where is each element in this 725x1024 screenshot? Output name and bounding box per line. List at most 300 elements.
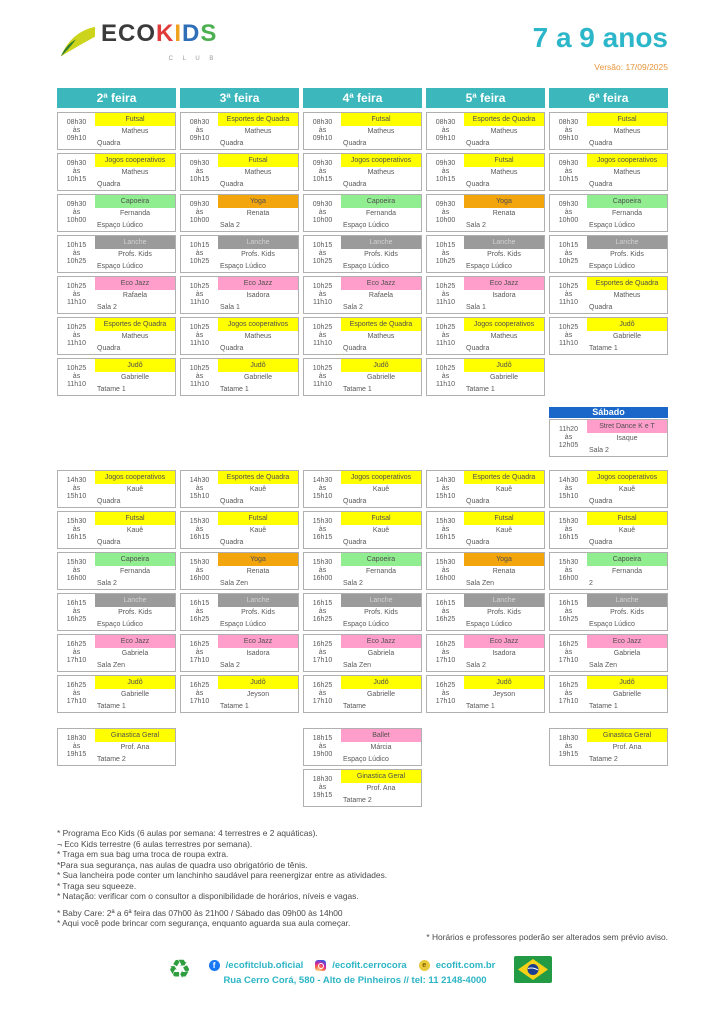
class-card [549, 470, 668, 508]
teacher-name: Prof. Ana [366, 785, 396, 792]
room-name: Quadra [466, 498, 490, 505]
time-range: 15h30 às 16h15 [312, 518, 333, 541]
teacher-name: Gabriela [613, 650, 641, 657]
activity-name: Futsal [218, 154, 298, 167]
class-card [426, 112, 545, 150]
activity-name: Esportes de Quadra [218, 113, 298, 126]
room-name: Tatame [343, 703, 366, 710]
teacher-name: Matheus [613, 292, 641, 299]
teacher-name: Jeyson [492, 691, 516, 698]
time-range: 08h30 às 09h10 [66, 119, 87, 142]
activity-name: Judô [587, 676, 667, 689]
logo-k: K [156, 20, 175, 47]
room-name: Tatame 1 [589, 345, 618, 352]
class-card [303, 194, 422, 232]
activity-name: Esportes de Quadra [218, 471, 298, 484]
time-range: 10h15 às 10h25 [312, 242, 333, 265]
teacher-name: Prof. Ana [612, 744, 642, 751]
class-card [426, 552, 545, 590]
room-name: Tatame 1 [97, 386, 126, 393]
activity-name: Lanche [464, 594, 544, 607]
class-card [57, 235, 176, 273]
evening-block [57, 728, 668, 807]
teacher-name: Renata [492, 568, 516, 575]
class-card [303, 358, 422, 396]
teacher-name: Profs. Kids [364, 609, 398, 616]
brazil-flag-icon [514, 956, 552, 983]
teacher-name: Rafaela [368, 292, 394, 299]
room-name: Tatame 1 [589, 703, 618, 710]
room-name: Espaço Lúdico [343, 756, 389, 763]
activity-name: Judô [95, 676, 175, 689]
time-range: 15h30 às 16h15 [189, 518, 210, 541]
time-range: 16h25 às 17h10 [189, 682, 210, 705]
day-header: 5ª feira [426, 88, 545, 108]
class-card [426, 235, 545, 273]
time-range: 08h30 às 09h10 [312, 119, 333, 142]
time-range: 09h30 às 10h15 [558, 160, 579, 183]
room-name: Quadra [97, 345, 121, 352]
class-card [426, 593, 545, 631]
notes-list [57, 828, 387, 902]
class-card [303, 728, 422, 766]
activity-name: Judô [587, 318, 667, 331]
teacher-name: Matheus [367, 333, 395, 340]
note-line: * Aqui você pode brincar com segurança, enquanto aguarda sua aula começar. [57, 918, 351, 928]
time-range: 08h30 às 09h10 [435, 119, 456, 142]
time-range: 14h30 às 15h10 [66, 477, 87, 500]
time-range: 16h25 às 17h10 [435, 682, 456, 705]
disclaimer-note: * Horários e professores poderão ser alterados sem prévio aviso. [426, 932, 668, 942]
time-range: 10h15 às 10h25 [435, 242, 456, 265]
class-card [57, 728, 176, 766]
teacher-name: Márcia [370, 744, 392, 751]
room-name: Quadra [589, 140, 613, 147]
class-card [57, 511, 176, 549]
day-header: 3ª feira [180, 88, 299, 108]
room-name: Quadra [589, 181, 613, 188]
room-name: Sala 2 [343, 580, 363, 587]
teacher-name: Matheus [121, 128, 149, 135]
activity-name: Esportes de Quadra [464, 471, 544, 484]
activity-name: Lanche [464, 236, 544, 249]
teacher-name: Gabrielle [120, 374, 149, 381]
time-range: 09h30 às 10h00 [189, 201, 210, 224]
class-card [426, 675, 545, 713]
morning-block [57, 112, 668, 396]
room-name: Quadra [220, 345, 244, 352]
day-header: 6ª feira [549, 88, 668, 108]
activity-name: Capoeira [587, 195, 667, 208]
class-card [549, 153, 668, 191]
teacher-name: Matheus [121, 169, 149, 176]
class-card [57, 552, 176, 590]
time-range: 09h30 às 10h15 [312, 160, 333, 183]
teacher-name: Matheus [367, 128, 395, 135]
room-name: Sala Zen [343, 662, 372, 669]
time-range: 10h15 às 10h25 [66, 242, 87, 265]
room-name: Quadra [466, 345, 490, 352]
time-range: 16h25 às 17h10 [558, 682, 579, 705]
activity-name: Futsal [341, 113, 421, 126]
room-name: Quadra [589, 539, 613, 546]
time-range: 10h25 às 11h10 [312, 324, 333, 347]
teacher-name: Matheus [121, 333, 149, 340]
activity-name: Jogos cooperativos [341, 471, 421, 484]
class-card [180, 235, 299, 273]
class-card [180, 470, 299, 508]
teacher-name: Gabriela [121, 650, 149, 657]
activity-name: Judô [464, 676, 544, 689]
teacher-name: Isadora [492, 650, 516, 657]
class-card [426, 511, 545, 549]
note-line: * Baby Care: 2ª a 6ª feira das 07h00 às 21h00 / Sábado das 09h00 às 14h00 [57, 907, 343, 918]
address-line: Rua Cerro Corá, 580 - Alto de Pinheiros // tel: 11 2148-4000 [223, 975, 487, 986]
notes-list-secondary [57, 908, 387, 929]
class-card [303, 634, 422, 672]
class-card [549, 276, 668, 314]
teacher-name: Gabrielle [612, 691, 641, 698]
notes-section [57, 828, 387, 929]
activity-name: Eco Jazz [464, 635, 544, 648]
time-range: 10h25 às 11h10 [435, 365, 456, 388]
instagram-icon [315, 960, 326, 971]
room-name: Sala 2 [97, 580, 117, 587]
teacher-name: Fernanda [120, 210, 150, 217]
activity-name: Eco Jazz [341, 635, 421, 648]
class-card [180, 194, 299, 232]
empty-cell [180, 728, 299, 766]
note-line: ¬ Eco Kids terrestre (6 aulas terrestres por semana). [57, 838, 253, 849]
activity-name: Judô [95, 359, 175, 372]
activity-name: Esportes de Quadra [341, 318, 421, 331]
teacher-name: Isaque [616, 435, 638, 442]
time-range: 15h30 às 16h00 [66, 559, 87, 582]
teacher-name: Gabrielle [489, 374, 518, 381]
teacher-name: Kauê [372, 527, 390, 534]
footer [0, 954, 725, 1014]
class-card [426, 276, 545, 314]
room-name: Quadra [220, 181, 244, 188]
time-range: 18h30 às 19h15 [312, 776, 333, 799]
teacher-name: Kauê [495, 527, 513, 534]
room-name: Quadra [343, 181, 367, 188]
teacher-name: Profs. Kids [487, 251, 521, 258]
activity-name: Esportes de Quadra [95, 318, 175, 331]
ecokids-swoosh-icon [57, 24, 97, 60]
activity-name: Esportes de Quadra [464, 113, 544, 126]
class-card [303, 276, 422, 314]
activity-name: Judô [218, 359, 298, 372]
time-range: 18h15 às 19h00 [312, 735, 333, 758]
website-icon: e [419, 960, 430, 971]
time-range: 15h30 às 16h00 [435, 559, 456, 582]
time-range: 18h30 às 19h15 [66, 735, 87, 758]
teacher-name: Profs. Kids [241, 251, 275, 258]
empty-cell [426, 728, 545, 766]
teacher-name: Profs. Kids [364, 251, 398, 258]
activity-name: Yoga [218, 195, 298, 208]
teacher-name: Profs. Kids [118, 609, 152, 616]
class-card [426, 317, 545, 355]
activity-name: Futsal [341, 512, 421, 525]
activity-name: Eco Jazz [341, 277, 421, 290]
class-card [57, 593, 176, 631]
activity-name: Lanche [218, 236, 298, 249]
time-range: 16h25 às 17h10 [558, 641, 579, 664]
time-range: 08h30 às 09h10 [558, 119, 579, 142]
time-range: 10h25 às 11h10 [66, 324, 87, 347]
class-card [549, 511, 668, 549]
activity-name: Yoga [218, 553, 298, 566]
room-name: Sala 2 [466, 222, 486, 229]
class-card [57, 194, 176, 232]
teacher-name: Kauê [249, 527, 267, 534]
class-card [57, 153, 176, 191]
class-card [303, 153, 422, 191]
activity-name: Lanche [587, 236, 667, 249]
activity-name: Eco Jazz [464, 277, 544, 290]
time-range: 16h25 às 17h10 [66, 682, 87, 705]
room-name: Sala Zen [97, 662, 126, 669]
teacher-name: Fernanda [366, 568, 396, 575]
empty-cell [426, 769, 545, 807]
logo-i: I [174, 20, 183, 47]
activity-name: Ginastica Geral [587, 729, 667, 742]
day-header: 2ª feira [57, 88, 176, 108]
activity-name: Judô [341, 676, 421, 689]
room-name: Espaço Lúdico [466, 263, 512, 270]
room-name: Espaço Lúdico [97, 222, 143, 229]
teacher-name: Matheus [244, 128, 272, 135]
room-name: Tatame 1 [466, 386, 495, 393]
class-card [57, 317, 176, 355]
empty-cell [57, 769, 176, 807]
time-range: 09h30 às 10h15 [66, 160, 87, 183]
room-name: Sala 2 [97, 304, 117, 311]
room-name: Quadra [220, 140, 244, 147]
room-name: Quadra [220, 498, 244, 505]
room-name: Quadra [343, 345, 367, 352]
room-name: Sala Zen [466, 580, 495, 587]
class-card [303, 675, 422, 713]
activity-name: Jogos cooperativos [218, 318, 298, 331]
time-range: 09h30 às 10h00 [558, 201, 579, 224]
teacher-name: Renata [492, 210, 516, 217]
room-name: Sala Zen [220, 580, 249, 587]
activity-name: Futsal [587, 512, 667, 525]
class-card [549, 112, 668, 150]
time-range: 16h15 às 16h25 [435, 600, 456, 623]
teacher-name: Prof. Ana [120, 744, 150, 751]
room-name: Sala 2 [466, 662, 486, 669]
class-card [180, 511, 299, 549]
teacher-name: Kauê [249, 486, 267, 493]
footer-contact [185, 960, 525, 986]
teacher-name: Isadora [246, 292, 270, 299]
time-range: 14h30 às 15h10 [435, 477, 456, 500]
activity-name: Jogos cooperativos [95, 471, 175, 484]
class-card [180, 675, 299, 713]
time-range: 10h15 às 10h25 [558, 242, 579, 265]
empty-cell [549, 769, 668, 807]
teacher-name: Matheus [244, 333, 272, 340]
activity-name: Ballet [341, 729, 421, 742]
teacher-name: Gabrielle [366, 374, 395, 381]
room-name: Quadra [97, 539, 121, 546]
time-range: 10h25 às 11h10 [189, 365, 210, 388]
instagram-handle: /ecofit.cerrocora [332, 960, 407, 971]
class-card [303, 593, 422, 631]
room-name: Tatame 1 [220, 386, 249, 393]
room-name: Tatame 2 [343, 797, 372, 804]
teacher-name: Kauê [126, 486, 144, 493]
ecokids-wordmark [101, 22, 217, 71]
room-name: Tatame 1 [343, 386, 372, 393]
teacher-name: Kauê [618, 486, 636, 493]
empty-cell [549, 358, 668, 396]
class-card [549, 675, 668, 713]
time-range: 10h25 às 11h10 [312, 365, 333, 388]
room-name: Quadra [466, 140, 490, 147]
class-card [303, 470, 422, 508]
website-url: ecofit.com.br [435, 960, 496, 971]
teacher-name: Matheus [367, 169, 395, 176]
activity-name: Futsal [587, 113, 667, 126]
time-range: 15h30 às 16h15 [435, 518, 456, 541]
room-name: Espaço Lúdico [220, 621, 266, 628]
class-card [426, 194, 545, 232]
class-card [180, 634, 299, 672]
activity-name: Yoga [464, 195, 544, 208]
time-range: 10h25 às 11h10 [189, 324, 210, 347]
schedule-board [57, 88, 668, 807]
teacher-name: Matheus [490, 128, 518, 135]
teacher-name: Kauê [372, 486, 390, 493]
teacher-name: Fernanda [612, 568, 642, 575]
room-name: Quadra [343, 140, 367, 147]
class-card [549, 194, 668, 232]
time-range: 16h25 às 17h10 [312, 641, 333, 664]
room-name: Espaço Lúdico [343, 222, 389, 229]
room-name: Espaço Lúdico [589, 621, 635, 628]
logo-s: S [200, 20, 218, 47]
time-range: 11h20 às 12h05 [558, 426, 579, 449]
activity-name: Ginastica Geral [341, 770, 421, 783]
time-range: 10h15 às 10h25 [189, 242, 210, 265]
note-line: * Sua lancheira pode conter um lanchinho saudável para reenergizar entre as atividades. [57, 870, 388, 880]
class-card [180, 153, 299, 191]
time-range: 09h30 às 10h15 [189, 160, 210, 183]
social-line [185, 960, 525, 971]
activity-name: Capoeira [95, 553, 175, 566]
class-card [549, 419, 668, 457]
time-range: 10h25 às 11h10 [66, 365, 87, 388]
activity-name: Capoeira [95, 195, 175, 208]
activity-name: Lanche [341, 236, 421, 249]
teacher-name: Profs. Kids [610, 609, 644, 616]
room-name: Quadra [589, 304, 613, 311]
room-name: Espaço Lúdico [97, 621, 143, 628]
room-name: Espaço Lúdico [343, 621, 389, 628]
time-range: 16h15 às 16h25 [558, 600, 579, 623]
time-range: 15h30 às 16h15 [558, 518, 579, 541]
time-range: 09h30 às 10h00 [435, 201, 456, 224]
room-name: Espaço Lúdico [589, 222, 635, 229]
teacher-name: Gabrielle [243, 374, 272, 381]
time-range: 16h25 às 17h10 [435, 641, 456, 664]
time-range: 15h30 às 16h00 [558, 559, 579, 582]
empty-cell [180, 769, 299, 807]
teacher-name: Matheus [490, 333, 518, 340]
time-range: 09h30 às 10h00 [312, 201, 333, 224]
page-title: 7 a 9 anos [532, 22, 668, 53]
class-card [549, 552, 668, 590]
note-line: * Traga seu squeeze. [57, 880, 137, 891]
room-name: Quadra [97, 498, 121, 505]
teacher-name: Isadora [246, 650, 270, 657]
class-card [303, 552, 422, 590]
time-range: 15h30 às 16h00 [312, 559, 333, 582]
time-range: 10h25 às 11h10 [312, 283, 333, 306]
time-range: 18h30 às 19h15 [558, 735, 579, 758]
class-card [57, 675, 176, 713]
room-name: Quadra [97, 181, 121, 188]
time-range: 16h25 às 17h10 [189, 641, 210, 664]
version-label: Versão: 17/09/2025 [594, 62, 668, 72]
class-card [426, 153, 545, 191]
class-card [180, 317, 299, 355]
teacher-name: Profs. Kids [241, 609, 275, 616]
teacher-name: Profs. Kids [487, 609, 521, 616]
room-name: Tatame 2 [97, 756, 126, 763]
time-range: 08h30 às 09h10 [189, 119, 210, 142]
room-name: Sala 2 [220, 662, 240, 669]
room-name: Quadra [343, 498, 367, 505]
activity-name: Jogos cooperativos [341, 154, 421, 167]
teacher-name: Gabrielle [612, 333, 641, 340]
activity-name: Yoga [464, 553, 544, 566]
time-range: 10h25 às 11h10 [558, 324, 579, 347]
note-line: * Traga em sua bag uma troca de roupa extra. [57, 849, 229, 859]
time-range: 16h25 às 17h10 [66, 641, 87, 664]
teacher-name: Profs. Kids [118, 251, 152, 258]
note-line: * Natação: verificar com o consultor a disponibilidade de horários, níveis e vagas. [57, 891, 359, 901]
time-range: 16h15 às 16h25 [189, 600, 210, 623]
room-name: Sala 1 [466, 304, 486, 311]
class-card [303, 317, 422, 355]
logo-d: D [182, 20, 201, 47]
teacher-name: Matheus [490, 169, 518, 176]
time-range: 14h30 às 15h10 [558, 477, 579, 500]
saturday-card-slot [549, 419, 668, 457]
time-range: 14h30 às 15h10 [189, 477, 210, 500]
class-card [57, 470, 176, 508]
class-card [549, 634, 668, 672]
time-range: 09h30 às 10h15 [435, 160, 456, 183]
class-card [303, 769, 422, 807]
activity-name: Judô [341, 359, 421, 372]
class-card [57, 276, 176, 314]
teacher-name: Renata [246, 210, 270, 217]
class-card [57, 358, 176, 396]
teacher-name: Fernanda [612, 210, 642, 217]
time-range: 16h15 às 16h25 [66, 600, 87, 623]
activity-name: Eco Jazz [218, 277, 298, 290]
activity-name: Esportes de Quadra [587, 277, 667, 290]
teacher-name: Jeyson [246, 691, 270, 698]
activity-name: Ginastica Geral [95, 729, 175, 742]
